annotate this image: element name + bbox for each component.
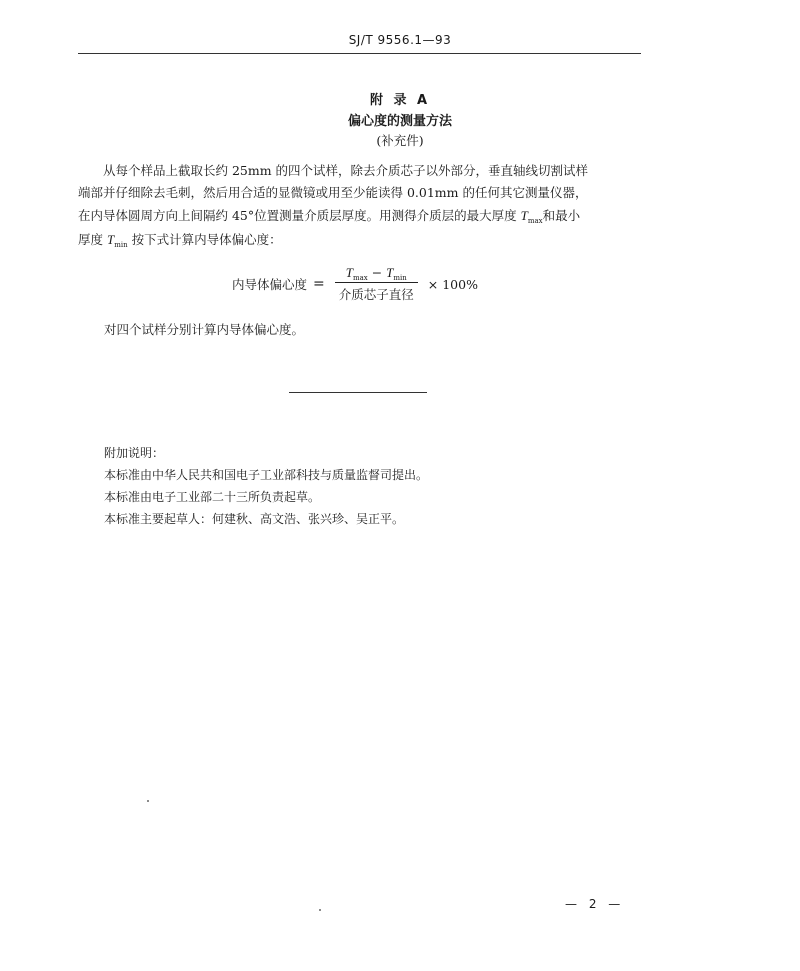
section-divider [289, 392, 427, 393]
max-subscript: max [527, 216, 543, 225]
times-percent: × 100% [427, 276, 478, 292]
formula-numerator [340, 265, 413, 282]
calculation-note: 对四个试样分别计算内导体偏心度。 [104, 322, 305, 337]
page-number: — 2 — [565, 897, 625, 911]
notes-item: 本标准由电子工业部二十三所负责起草。 [104, 490, 321, 504]
line-text: 和最小 [542, 207, 581, 223]
t-min-symbol: T [386, 265, 394, 280]
notes-item: 本标准主要起草人：何建秋、高文浩、张兴珍、吴正平。 [104, 512, 405, 526]
appendix-label: 附 录 A [369, 93, 431, 108]
scan-speck [319, 909, 321, 911]
eccentricity-formula [232, 262, 478, 306]
paragraph-line [78, 229, 640, 253]
header-rule [78, 53, 641, 54]
equals-sign: = [313, 276, 325, 292]
paragraph-line: 从每个样品上截取长约 25mm 的四个试样，除去介质芯子以外部分，垂直轴线切割试样 [103, 163, 589, 178]
paragraph-line [78, 205, 640, 229]
line-text: 在内导体圆周方向上间隔约 45°位置测量介质层厚度。用测得介质层的最大厚度 [78, 207, 521, 223]
line-text: 按下式计算内导体偏心度： [127, 231, 282, 247]
formula-lhs: 内导体偏心度 [232, 277, 308, 292]
notes-item: 本标准由中华人民共和国电子工业部科技与质量监督司提出。 [104, 468, 429, 482]
max-subscript: max [352, 274, 368, 282]
additional-notes [104, 442, 428, 530]
notes-heading: 附加说明： [104, 446, 165, 460]
appendix-subtitle: (补充件) [376, 133, 424, 148]
t-max-symbol: T [520, 207, 528, 223]
method-paragraph [78, 160, 640, 253]
standard-number: SJ/T 9556.1—93 [348, 33, 452, 47]
t-max-symbol: T [345, 265, 353, 280]
paragraph-line: 端部并仔细除去毛刺，然后用合适的显微镜或用至少能读得 0.01mm 的任何其它测量仪器， [78, 185, 588, 201]
formula-denominator: 介质芯子直径 [338, 287, 414, 302]
scan-speck [147, 800, 149, 802]
appendix-title: 偏心度的测量方法 [347, 114, 452, 129]
min-subscript: min [114, 240, 128, 249]
min-subscript: min [393, 274, 407, 282]
t-min-symbol: T [106, 231, 115, 247]
line-text: 厚度 [78, 231, 107, 247]
formula-fraction [335, 265, 418, 303]
minus-sign: − [371, 265, 383, 280]
